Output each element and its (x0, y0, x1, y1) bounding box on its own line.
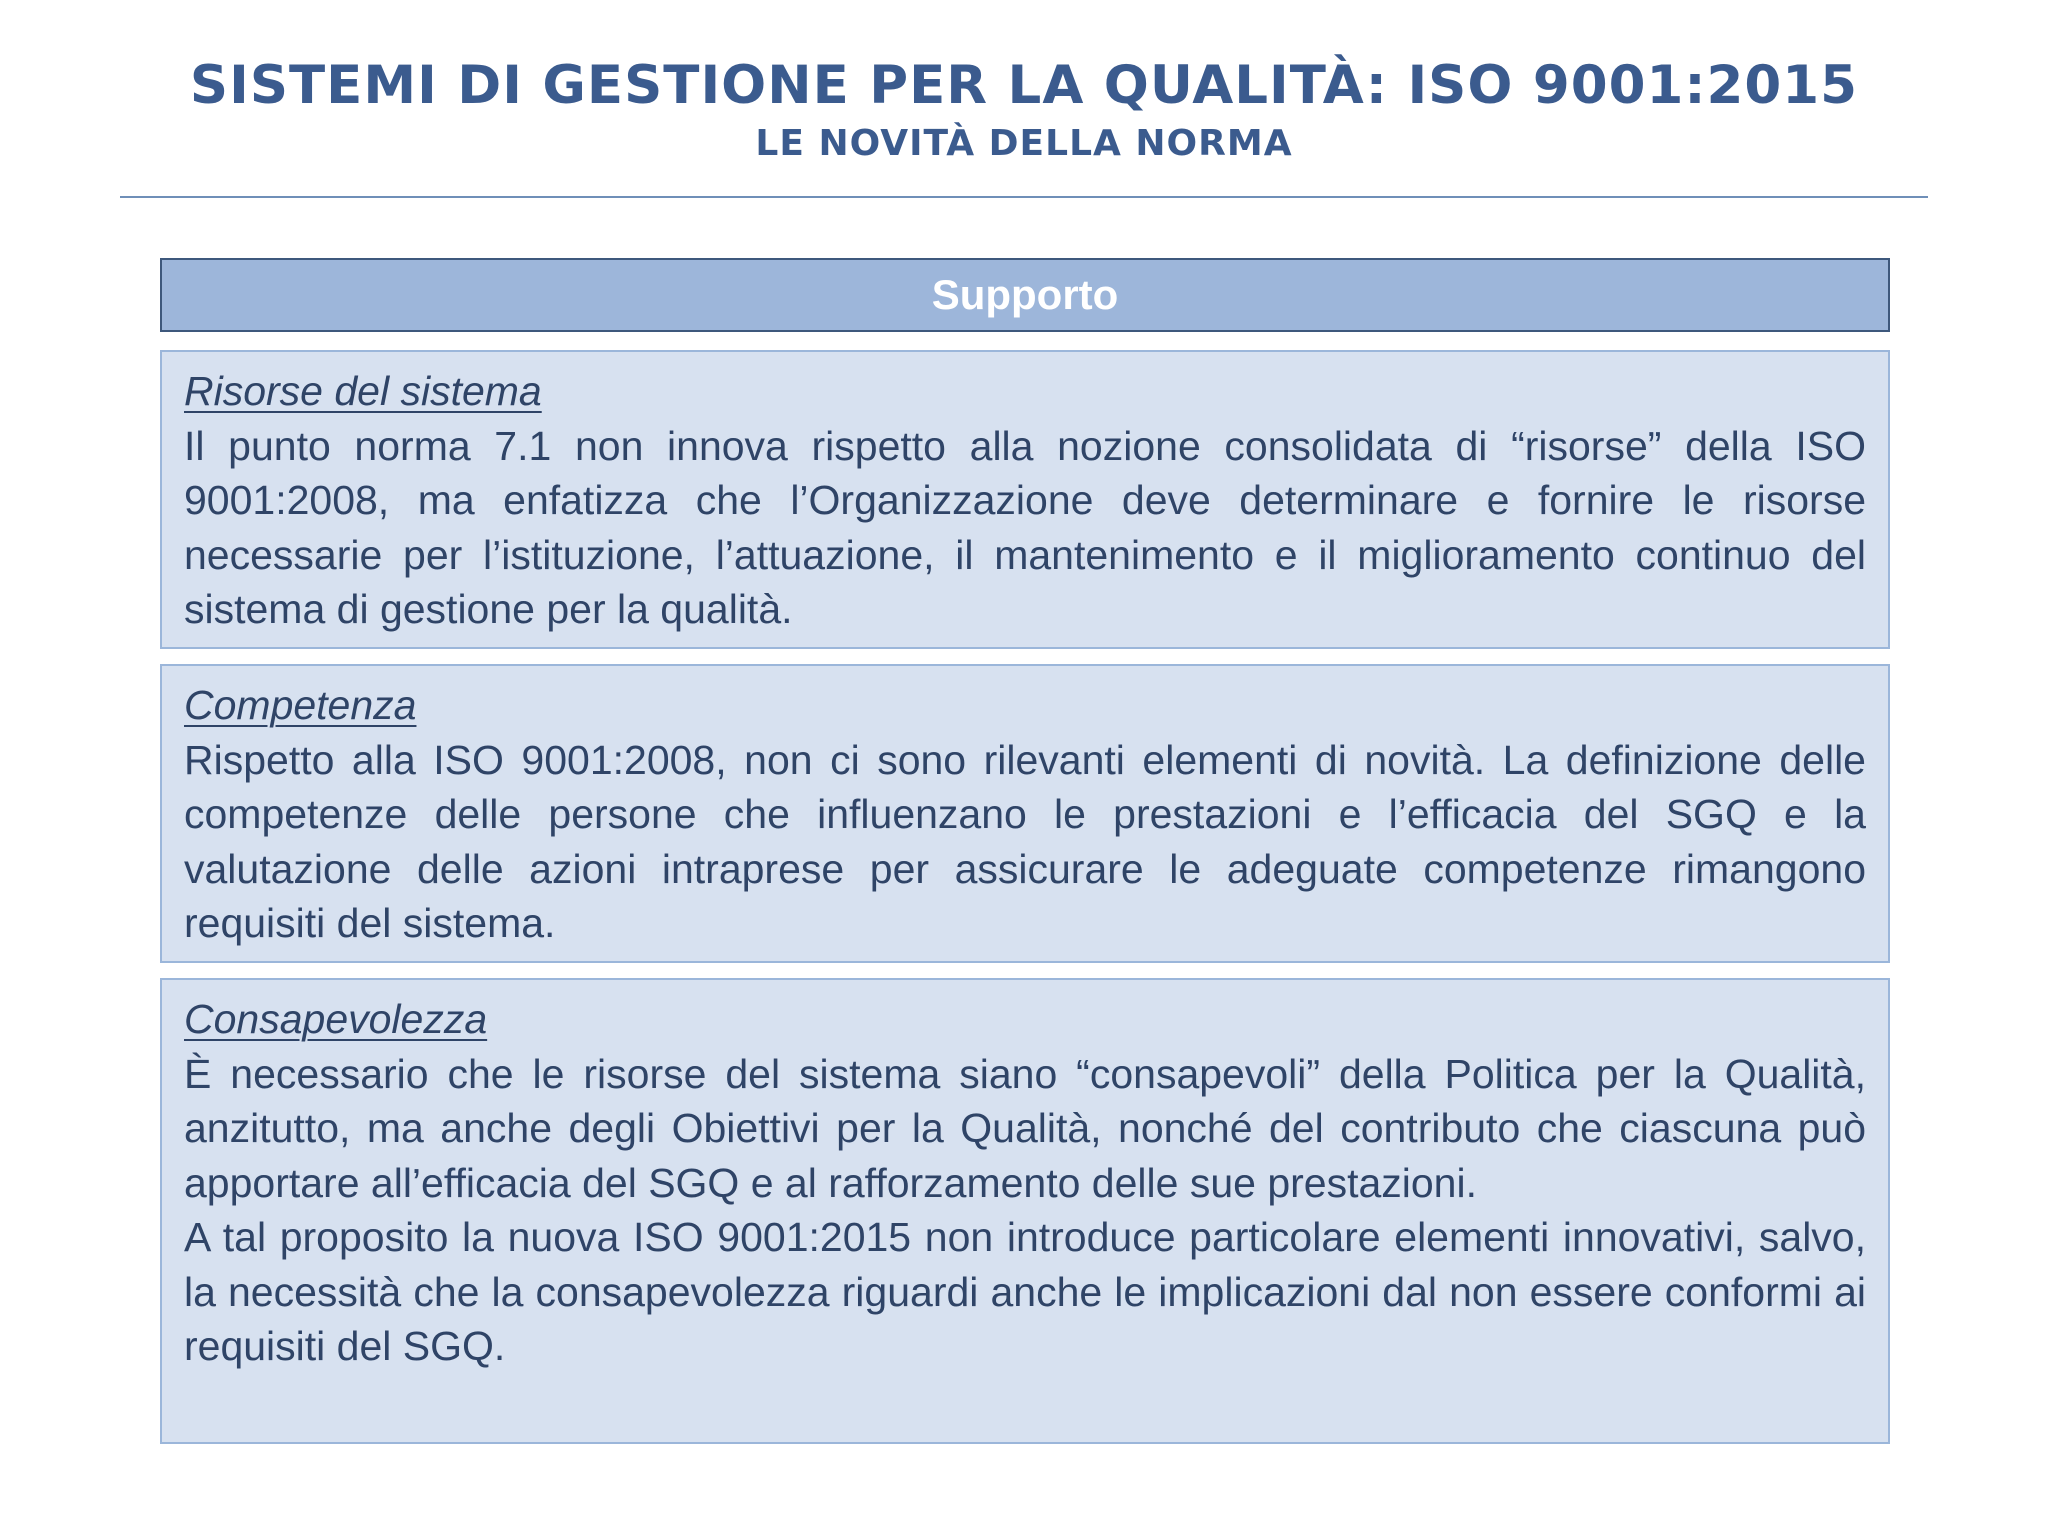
block-paragraph: È necessario che le risorse del sistema siano “consapevoli” della Politica per la Qualità, anzitutto, ma anche degli Obiettivi per la Qualità, nonché del contributo che ciascuna può apportare all’efficacia del SGQ e al rafforzamento delle sue prestazioni. (184, 1050, 1866, 1206)
block-paragraph: A tal proposito la nuova ISO 9001:2015 non introduce particolare elementi innovativi, salvo, la necessità che la consapevolezza riguardi anche le implicazioni dal non essere conformi ai requisiti del SGQ. (184, 1214, 1866, 1369)
block-consapevolezza (160, 978, 1890, 1444)
title-divider (120, 196, 1928, 198)
block-competenza (160, 664, 1890, 963)
page-subtitle: LE NOVITÀ DELLA NORMA (755, 123, 1293, 164)
block-heading: Consapevolezza (184, 996, 488, 1042)
block-risorse-del-sistema (160, 350, 1890, 649)
block-heading: Risorse del sistema (184, 368, 542, 414)
page-title: SISTEMI DI GESTIONE PER LA QUALITÀ: ISO 9001:2015 (189, 55, 1859, 116)
block-heading: Competenza (184, 682, 417, 728)
block-paragraph: Rispetto alla ISO 9001:2008, non ci sono rilevanti elementi di novità. La definizione delle competenze delle persone che influenzano le prestazioni e l’efficacia del SGQ e la valutazione delle azioni intraprese per assicurare le adeguate competenze rimangono requisiti del sistema. (184, 736, 1866, 946)
section-header-supporto (160, 258, 1890, 332)
section-title: Supporto (931, 271, 1119, 318)
block-paragraph: Il punto norma 7.1 non innova rispetto alla nozione consolidata di “risorse” della ISO 9001:2008, ma enfatizza che l’Organizzazione deve determinare e fornire le risorse necessarie per l’istituzione, l’attuazione, il mantenimento e il miglioramento continuo del sistema di gestione per la qualità. (184, 422, 1866, 632)
